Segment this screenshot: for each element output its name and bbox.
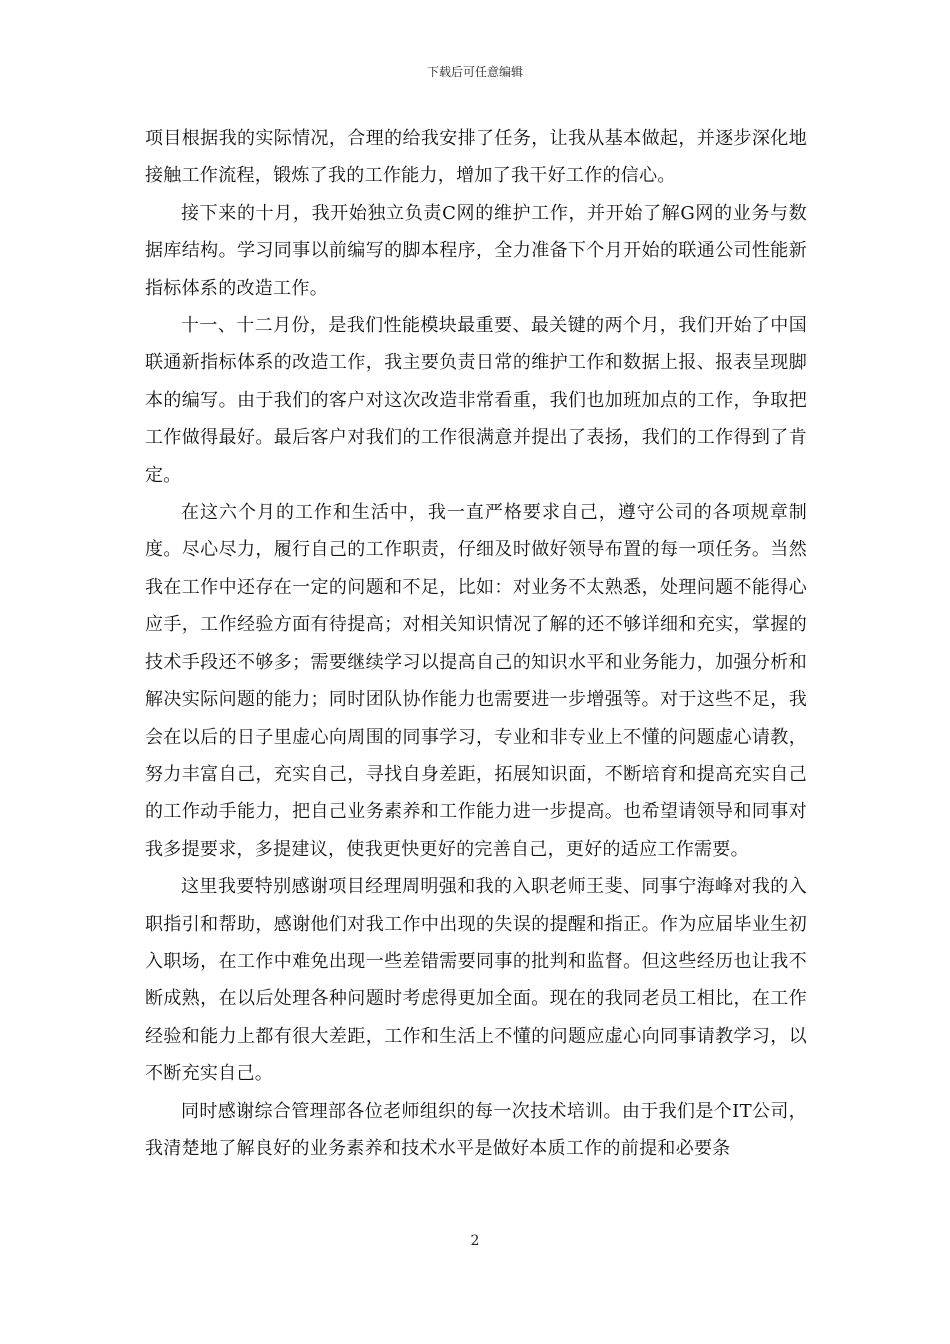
page-number: 2 (470, 1233, 480, 1249)
paragraph: 同时感谢综合管理部各位老师组织的每一次技术培训。由于我们是个IT公司，我清楚地了解良好的业务素养和技术水平是做好本质工作的前提和必要条 (145, 1100, 807, 1159)
paragraph: 在这六个月的工作和生活中，我一直严格要求自己，遵守公司的各项规章制度。尽心尽力，履行自己的工作职责，仔细及时做好领导布置的每一项任务。当然我在工作中还存在一定的问题和不足，比如：对业务不太熟悉，处理问题不能得心应手，工作经验方面有待提高；对相关知识情况了解的还不够详细和充实，掌握的技术手段还不够多；需要继续学习以提高自己的知识水平和业务能力，加强分析和解决实际问题的能力；同时团队协作能力也需要进一步增强等。对于这些不足，我会在以后的日子里虚心向周围的同事学习，专业和非专业上不懂的问题虚心请教，努力丰富自己，充实自己，寻找自身差距，拓展知识面，不断培育和提高充实自己的工作动手能力，把自己业务素养和工作能力进一步提高。也希望请领导和同事对我多提要求，多提建议，使我更快更好的完善自己，更好的适应工作需要。 (145, 502, 807, 860)
document-body (145, 120, 807, 1167)
page-header: 下载后可任意编辑 (426, 65, 523, 79)
paragraph: 接下来的十月，我开始独立负责C网的维护工作，并开始了解G网的业务与数据库结构。学习同事以前编写的脚本程序，全力准备下个月开始的联通公司性能新指标体系的改造工作。 (145, 202, 807, 299)
paragraph: 这里我要特别感谢项目经理周明强和我的入职老师王斐、同事宁海峰对我的入职指引和帮助，感谢他们对我工作中出现的失误的提醒和指正。作为应届毕业生初入职场，在工作中难免出现一些差错需要同事的批判和监督。但这些经历也让我不断成熟，在以后处理各种问题时考虑得更加全面。现在的我同老员工相比，在工作经验和能力上都有很大差距，工作和生活上不懂的问题应虚心向同事请教学习，以不断充实自己。 (145, 876, 807, 1085)
paragraph: 十一、十二月份，是我们性能模块最重要、最关键的两个月，我们开始了中国联通新指标体系的改造工作，我主要负责日常的维护工作和数据上报、报表呈现脚本的编写。由于我们的客户对这次改造非常看重，我们也加班加点的工作，争取把工作做得最好。最后客户对我们的工作很满意并提出了表扬，我们的工作得到了肯定。 (145, 315, 807, 486)
paragraph: 项目根据我的实际情况，合理的给我安排了任务，让我从基本做起，并逐步深化地接触工作流程，锻炼了我的工作能力，增加了我干好工作的信心。 (145, 128, 807, 187)
